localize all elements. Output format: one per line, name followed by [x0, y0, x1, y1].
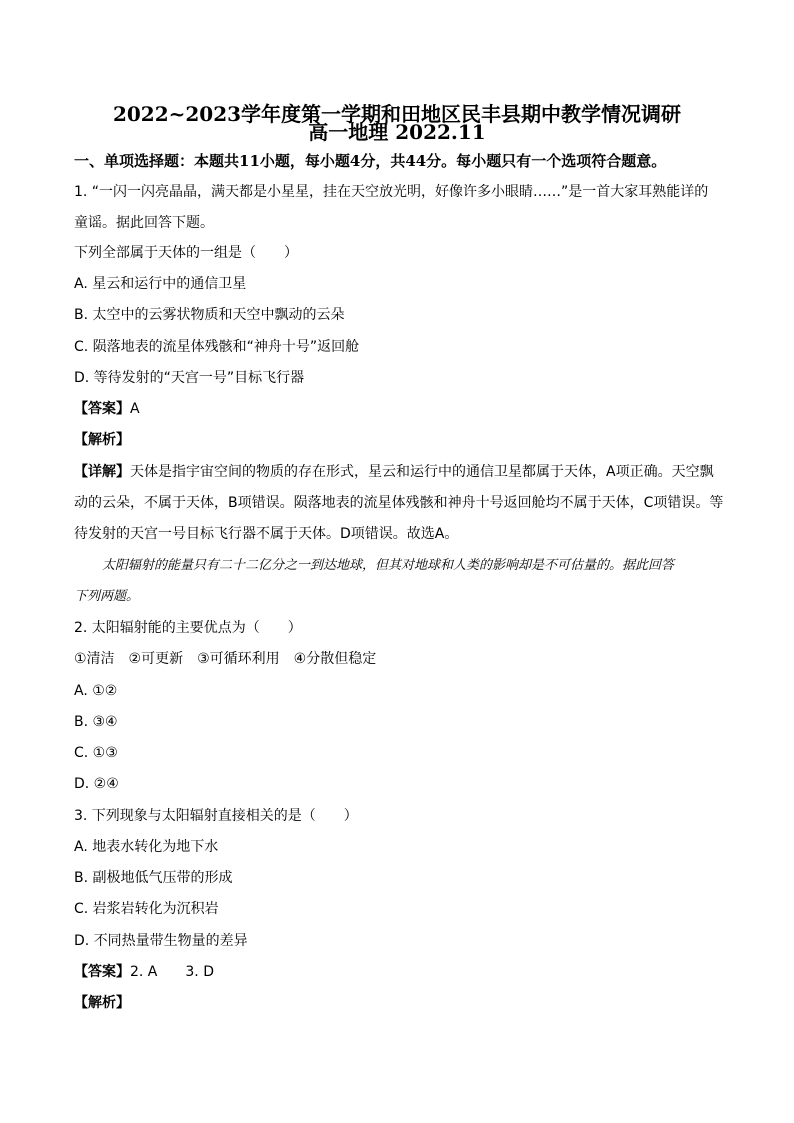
answer-tag: 【答案】 — [74, 964, 130, 980]
q1-detail-line1: 【详解】天体是指宇宙空间的物质的存在形式，星云和运行中的通信卫星都属于天体，A项正确。天空飘 — [74, 464, 714, 480]
answer-value: 2. A 3. D — [130, 964, 214, 980]
exam-title: 2022~2023学年度第一学期和田地区民丰县期中教学情况调研 — [112, 102, 682, 126]
detail-tag: 【详解】 — [74, 464, 130, 480]
q2-stem: 2. 太阳辐射能的主要优点为（ ） — [74, 620, 302, 636]
q1-question: 下列全部属于天体的一组是（ ） — [74, 245, 298, 261]
q1-detail-line3: 待发射的天宫一号目标飞行器不属于天体。D项错误。故选A。 — [74, 526, 459, 542]
passage-line1: 太阳辐射的能量只有二十二亿分之一到达地球，但其对地球和人类的影响却是不可估量的。据此回答 — [102, 558, 675, 573]
q1-analysis-tag: 【解析】 — [74, 432, 130, 448]
q1-stem-line2: 童谣。据此回答下题。 — [74, 215, 214, 231]
q2-option-a: A. ①② — [74, 683, 118, 699]
q1-detail-line2: 动的云朵，不属于天体，B项错误。陨落地表的流星体残骸和神舟十号返回舱均不属于天体，C项错误。等 — [74, 495, 724, 511]
q1-answer — [74, 399, 724, 419]
section-heading: 一、单项选择题：本题共11小题，每小题4分，共44分。每小题只有一个选项符合题意。 — [74, 152, 667, 170]
q2-option-b: B. ③④ — [74, 714, 118, 730]
q3-answer — [74, 962, 724, 982]
q3-option-b: B. 副极地低气压带的形成 — [74, 870, 233, 886]
q2-choices: ①清洁 ②可更新 ③可循环利用 ④分散但稳定 — [74, 651, 377, 667]
q2-option-c: C. ①③ — [74, 745, 118, 761]
q1-option-d: D. 等待发射的“天宫一号”目标飞行器 — [74, 370, 305, 386]
q1-stem-line1: 1. “一闪一闪亮晶晶，满天都是小星星，挂在天空放光明，好像许多小眼睛……”是一首大家耳熟能详的 — [74, 184, 709, 200]
q1-option-a: A. 星云和运行中的通信卫星 — [74, 276, 247, 292]
answer-value: A — [130, 401, 140, 417]
passage-line2: 下列两题。 — [74, 589, 140, 604]
q2-option-d: D. ②④ — [74, 776, 119, 792]
q3-stem: 3. 下列现象与太阳辐射直接相关的是（ ） — [74, 808, 358, 824]
subject-date: 高一地理 2022.11 — [308, 120, 486, 144]
q3-option-a: A. 地表水转化为地下水 — [74, 839, 219, 855]
q3-analysis-tag: 【解析】 — [74, 995, 130, 1011]
q3-option-d: D. 不同热量带生物量的差异 — [74, 933, 248, 949]
answer-tag: 【答案】 — [74, 401, 130, 417]
q1-option-b: B. 太空中的云雾状物质和天空中飘动的云朵 — [74, 307, 345, 323]
q3-option-c: C. 岩浆岩转化为沉积岩 — [74, 901, 219, 917]
q1-option-c: C. 陨落地表的流星体残骸和“神舟十号”返回舱 — [74, 339, 360, 355]
